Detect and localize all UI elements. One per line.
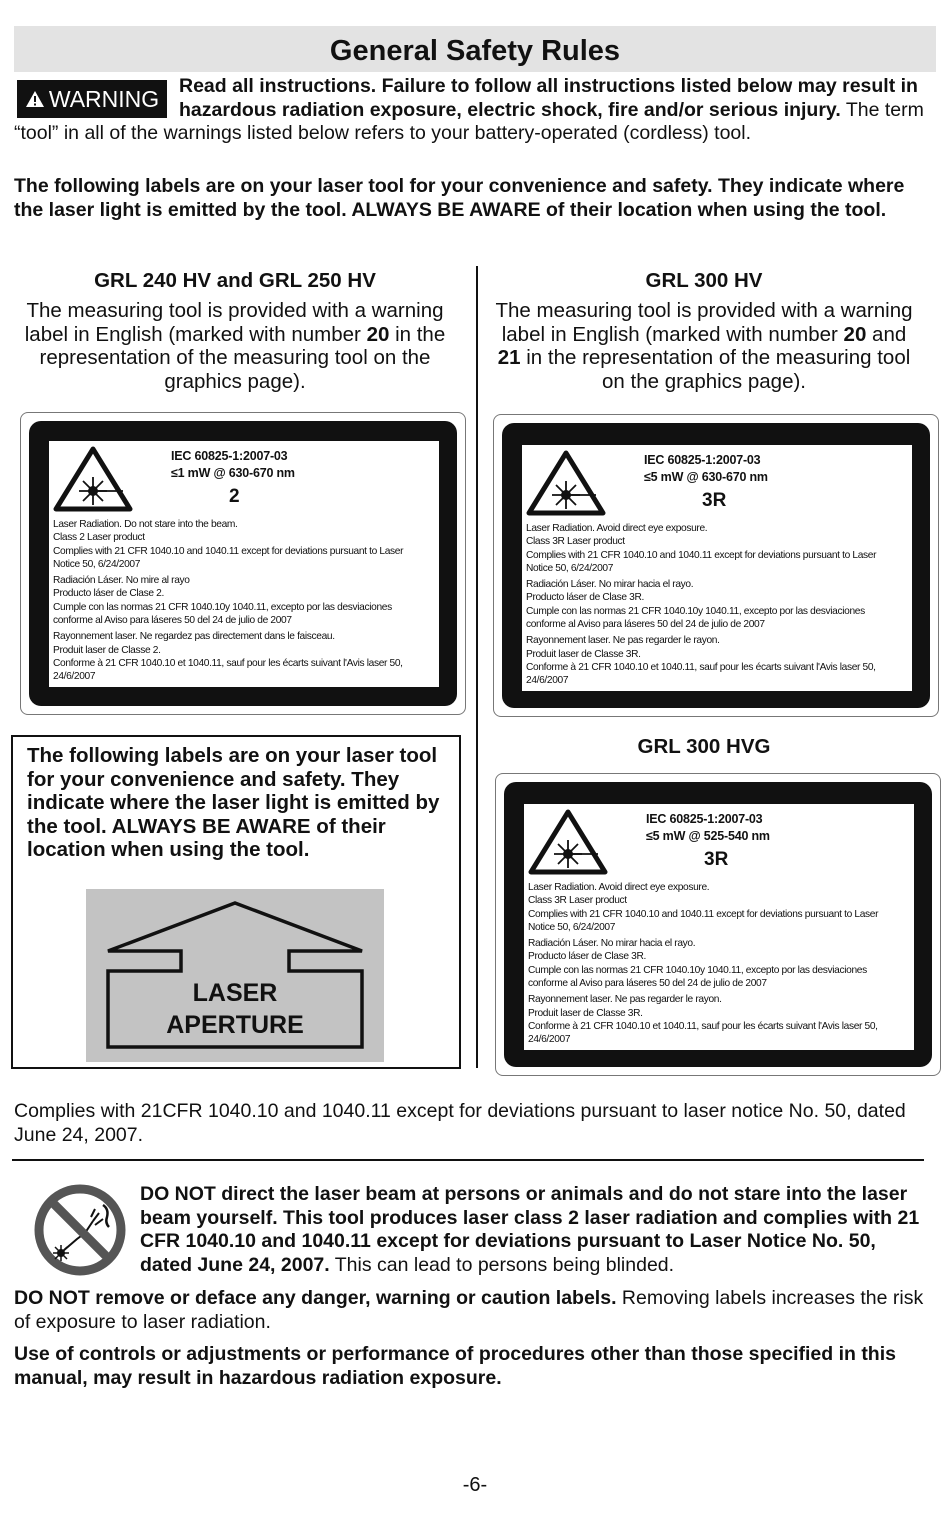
label-line: Conforme à 21 CFR 1040.10 et 1040.11, sauf pour les écarts suivant l'Avis laser 50, xyxy=(53,657,403,669)
label-line: Radiación Láser. No mire al rayo xyxy=(53,575,190,587)
intro-bold: Read all instructions. Failure to follow all instructions listed below may result in hazardous radiation exposure, electric shock, fire and/or serious injury. xyxy=(179,75,918,121)
warning-triangle-icon xyxy=(25,90,45,108)
laser-warning-label-right xyxy=(493,414,939,717)
labels-note: The following labels are on your laser tool for your convenience and safety. They indicate where the laser light is emitted by the tool. ALWAYS BE AWARE of their location when using the tool. xyxy=(14,175,905,221)
page-number: -6- xyxy=(462,1474,488,1496)
label-class: 3R xyxy=(702,490,727,511)
label-text xyxy=(528,881,912,1050)
warning-labels-rest: Removing labels increases the risk of exposure to laser radiation. xyxy=(14,1287,924,1333)
label-line: Producto láser de Clase 3R. xyxy=(526,592,644,604)
label-line: Notice 50, 6/24/2007 xyxy=(528,921,616,933)
left-desc-number: 20 xyxy=(366,322,390,346)
label-line: Produit laser de Classe 3R. xyxy=(526,648,641,660)
intro-paragraph xyxy=(14,75,924,146)
label-line: Producto láser de Clase 3R. xyxy=(528,951,646,963)
warning-labels xyxy=(14,1287,924,1334)
laser-warning-label-left xyxy=(20,412,466,715)
label-line: conforme al Aviso para láseres 50 del 24 de julio de 2007 xyxy=(528,978,767,990)
label-power: ≤1 mW @ 630-670 nm xyxy=(171,466,295,480)
aperture-arrow-icon xyxy=(86,889,384,1062)
page-title: General Safety Rules xyxy=(14,26,936,72)
right-description xyxy=(489,299,919,393)
label-line: Produit laser de Classe 2. xyxy=(53,644,161,656)
label-line: Conforme à 21 CFR 1040.10 et 1040.11, sauf pour les écarts suivant l'Avis laser 50, xyxy=(526,661,876,673)
label-line: conforme al Aviso para láseres 50 del 24 de julio de 2007 xyxy=(53,615,292,627)
aperture-box xyxy=(11,735,461,1069)
left-description xyxy=(20,299,450,393)
aperture-label-2: APERTURE xyxy=(166,1011,304,1039)
laser-warning-label-hvg xyxy=(495,773,941,1076)
warning-laser-beam-rest: This can lead to persons being blinded. xyxy=(329,1253,675,1276)
label-line: Class 3R Laser product xyxy=(526,536,625,548)
label-class: 3R xyxy=(704,849,729,870)
label-line: Rayonnement laser. Ne pas regarder le rayon. xyxy=(528,994,722,1006)
warning-controls: Use of controls or adjustments or performance of procedures other than those specified in this manual, may result in hazardous radiation exposure. xyxy=(14,1343,896,1389)
label-border xyxy=(29,421,457,706)
laser-hazard-icon xyxy=(53,446,133,512)
right-desc-number-2: 21 xyxy=(497,346,521,369)
label-line: Complies with 21 CFR 1040.10 and 1040.11 except for deviations pursuant to Laser xyxy=(53,545,404,557)
label-line: Laser Radiation. Avoid direct eye exposure. xyxy=(528,882,710,893)
right-heading-2: GRL 300 HVG xyxy=(637,735,771,758)
label-line: Radiación Láser. No mirar hacia el rayo. xyxy=(528,938,696,950)
label-line: conforme al Aviso para láseres 50 del 24 de julio de 2007 xyxy=(526,619,765,631)
label-line: 24/6/2007 xyxy=(526,675,569,687)
label-standard-block xyxy=(644,452,768,486)
label-line: Complies with 21 CFR 1040.10 and 1040.11 except for deviations pursuant to Laser xyxy=(526,549,877,561)
label-border xyxy=(504,782,932,1067)
label-line: Notice 50, 6/24/2007 xyxy=(526,562,614,574)
right-desc-text: The measuring tool is provided with a warning label in English (marked with number xyxy=(495,299,913,346)
label-line: Cumple con las normas 21 CFR 1040.10y 1040.11, excepto por las desviaciones xyxy=(53,601,392,613)
label-line: 24/6/2007 xyxy=(53,671,96,683)
label-standard-block xyxy=(171,448,295,482)
label-standard: IEC 60825-1:2007-03 xyxy=(644,453,761,467)
column-divider xyxy=(476,266,478,1068)
warning-labels-bold: DO NOT remove or deface any danger, warning or caution labels. xyxy=(14,1287,617,1309)
warning-badge xyxy=(17,80,167,118)
label-line: Producto láser de Clase 2. xyxy=(53,588,164,600)
label-line: Complies with 21 CFR 1040.10 and 1040.11 except for deviations pursuant to Laser xyxy=(528,908,879,920)
label-line: Cumple con las normas 21 CFR 1040.10y 1040.11, excepto por las desviaciones xyxy=(526,605,865,617)
laser-hazard-icon xyxy=(526,450,606,516)
label-line: Rayonnement laser. Ne regardez pas directement dans le faisceau. xyxy=(53,631,335,643)
label-line: Cumple con las normas 21 CFR 1040.10y 1040.11, excepto por las desviaciones xyxy=(528,964,867,976)
left-desc-text-2: in the representation of the measuring tool on the graphics page). xyxy=(39,322,446,393)
aperture-note: The following labels are on your laser tool for your convenience and safety. They indicate where the laser light is emitted by the tool. ALWAYS BE AWARE of their location when using the tool. xyxy=(27,744,440,861)
label-panel xyxy=(524,804,914,1050)
label-panel xyxy=(522,445,912,691)
label-line: Notice 50, 6/24/2007 xyxy=(53,558,141,570)
label-line: Radiación Láser. No mirar hacia el rayo. xyxy=(526,579,694,591)
label-line: Laser Radiation. Avoid direct eye exposure. xyxy=(526,523,708,534)
label-line: Conforme à 21 CFR 1040.10 et 1040.11, sauf pour les écarts suivant l'Avis laser 50, xyxy=(528,1020,878,1032)
compliance-note: Complies with 21CFR 1040.10 and 1040.11 except for deviations pursuant to laser notice No. 50, dated June 24, 2007. xyxy=(14,1100,906,1146)
label-power: ≤5 mW @ 525-540 nm xyxy=(646,829,770,843)
label-line: Class 2 Laser product xyxy=(53,532,145,544)
right-heading: GRL 300 HV xyxy=(645,269,763,292)
aperture-label-1: LASER xyxy=(192,979,278,1007)
divider xyxy=(12,1159,924,1161)
label-text xyxy=(53,518,437,687)
label-class: 2 xyxy=(229,486,240,507)
no-laser-at-eyes-icon xyxy=(33,1183,127,1277)
label-standard: IEC 60825-1:2007-03 xyxy=(646,812,763,826)
label-line: 24/6/2007 xyxy=(528,1034,571,1046)
label-panel xyxy=(49,441,439,687)
warning-label: WARNING xyxy=(48,86,160,112)
label-line: Class 3R Laser product xyxy=(528,895,627,907)
warning-laser-beam-bold: DO NOT direct the laser beam at persons or animals and do not stare into the laser beam yourself. This tool produces laser class 2 laser radiation and complies with 21 CFR 1040.10 and 1040.11 except for deviations pursuant to Laser Notice No. 50, dated June 24, 2007. xyxy=(140,1183,920,1276)
label-text xyxy=(526,522,910,691)
left-desc-text: The measuring tool is provided with a warning label in English (marked with number xyxy=(24,299,444,346)
left-heading: GRL 240 HV and GRL 250 HV xyxy=(94,269,376,292)
intro-rest: The term “tool” in all of the warnings listed below refers to your battery-operated (cordless) tool. xyxy=(14,98,924,144)
label-line: Produit laser de Classe 3R. xyxy=(528,1007,643,1019)
label-line: Laser Radiation. Do not stare into the beam. xyxy=(53,519,238,530)
label-power: ≤5 mW @ 630-670 nm xyxy=(644,470,768,484)
laser-aperture-label xyxy=(86,889,384,1062)
right-desc-text-2: in the representation of the measuring tool on the graphics page). xyxy=(520,346,911,393)
right-desc-mid: and xyxy=(866,322,907,346)
label-line: Rayonnement laser. Ne pas regarder le rayon. xyxy=(526,635,720,647)
label-standard-block xyxy=(646,811,770,845)
right-desc-number-1: 20 xyxy=(843,322,867,346)
label-border xyxy=(502,423,930,708)
warning-laser-beam xyxy=(140,1183,930,1277)
laser-hazard-icon xyxy=(528,809,608,875)
label-standard: IEC 60825-1:2007-03 xyxy=(171,449,288,463)
